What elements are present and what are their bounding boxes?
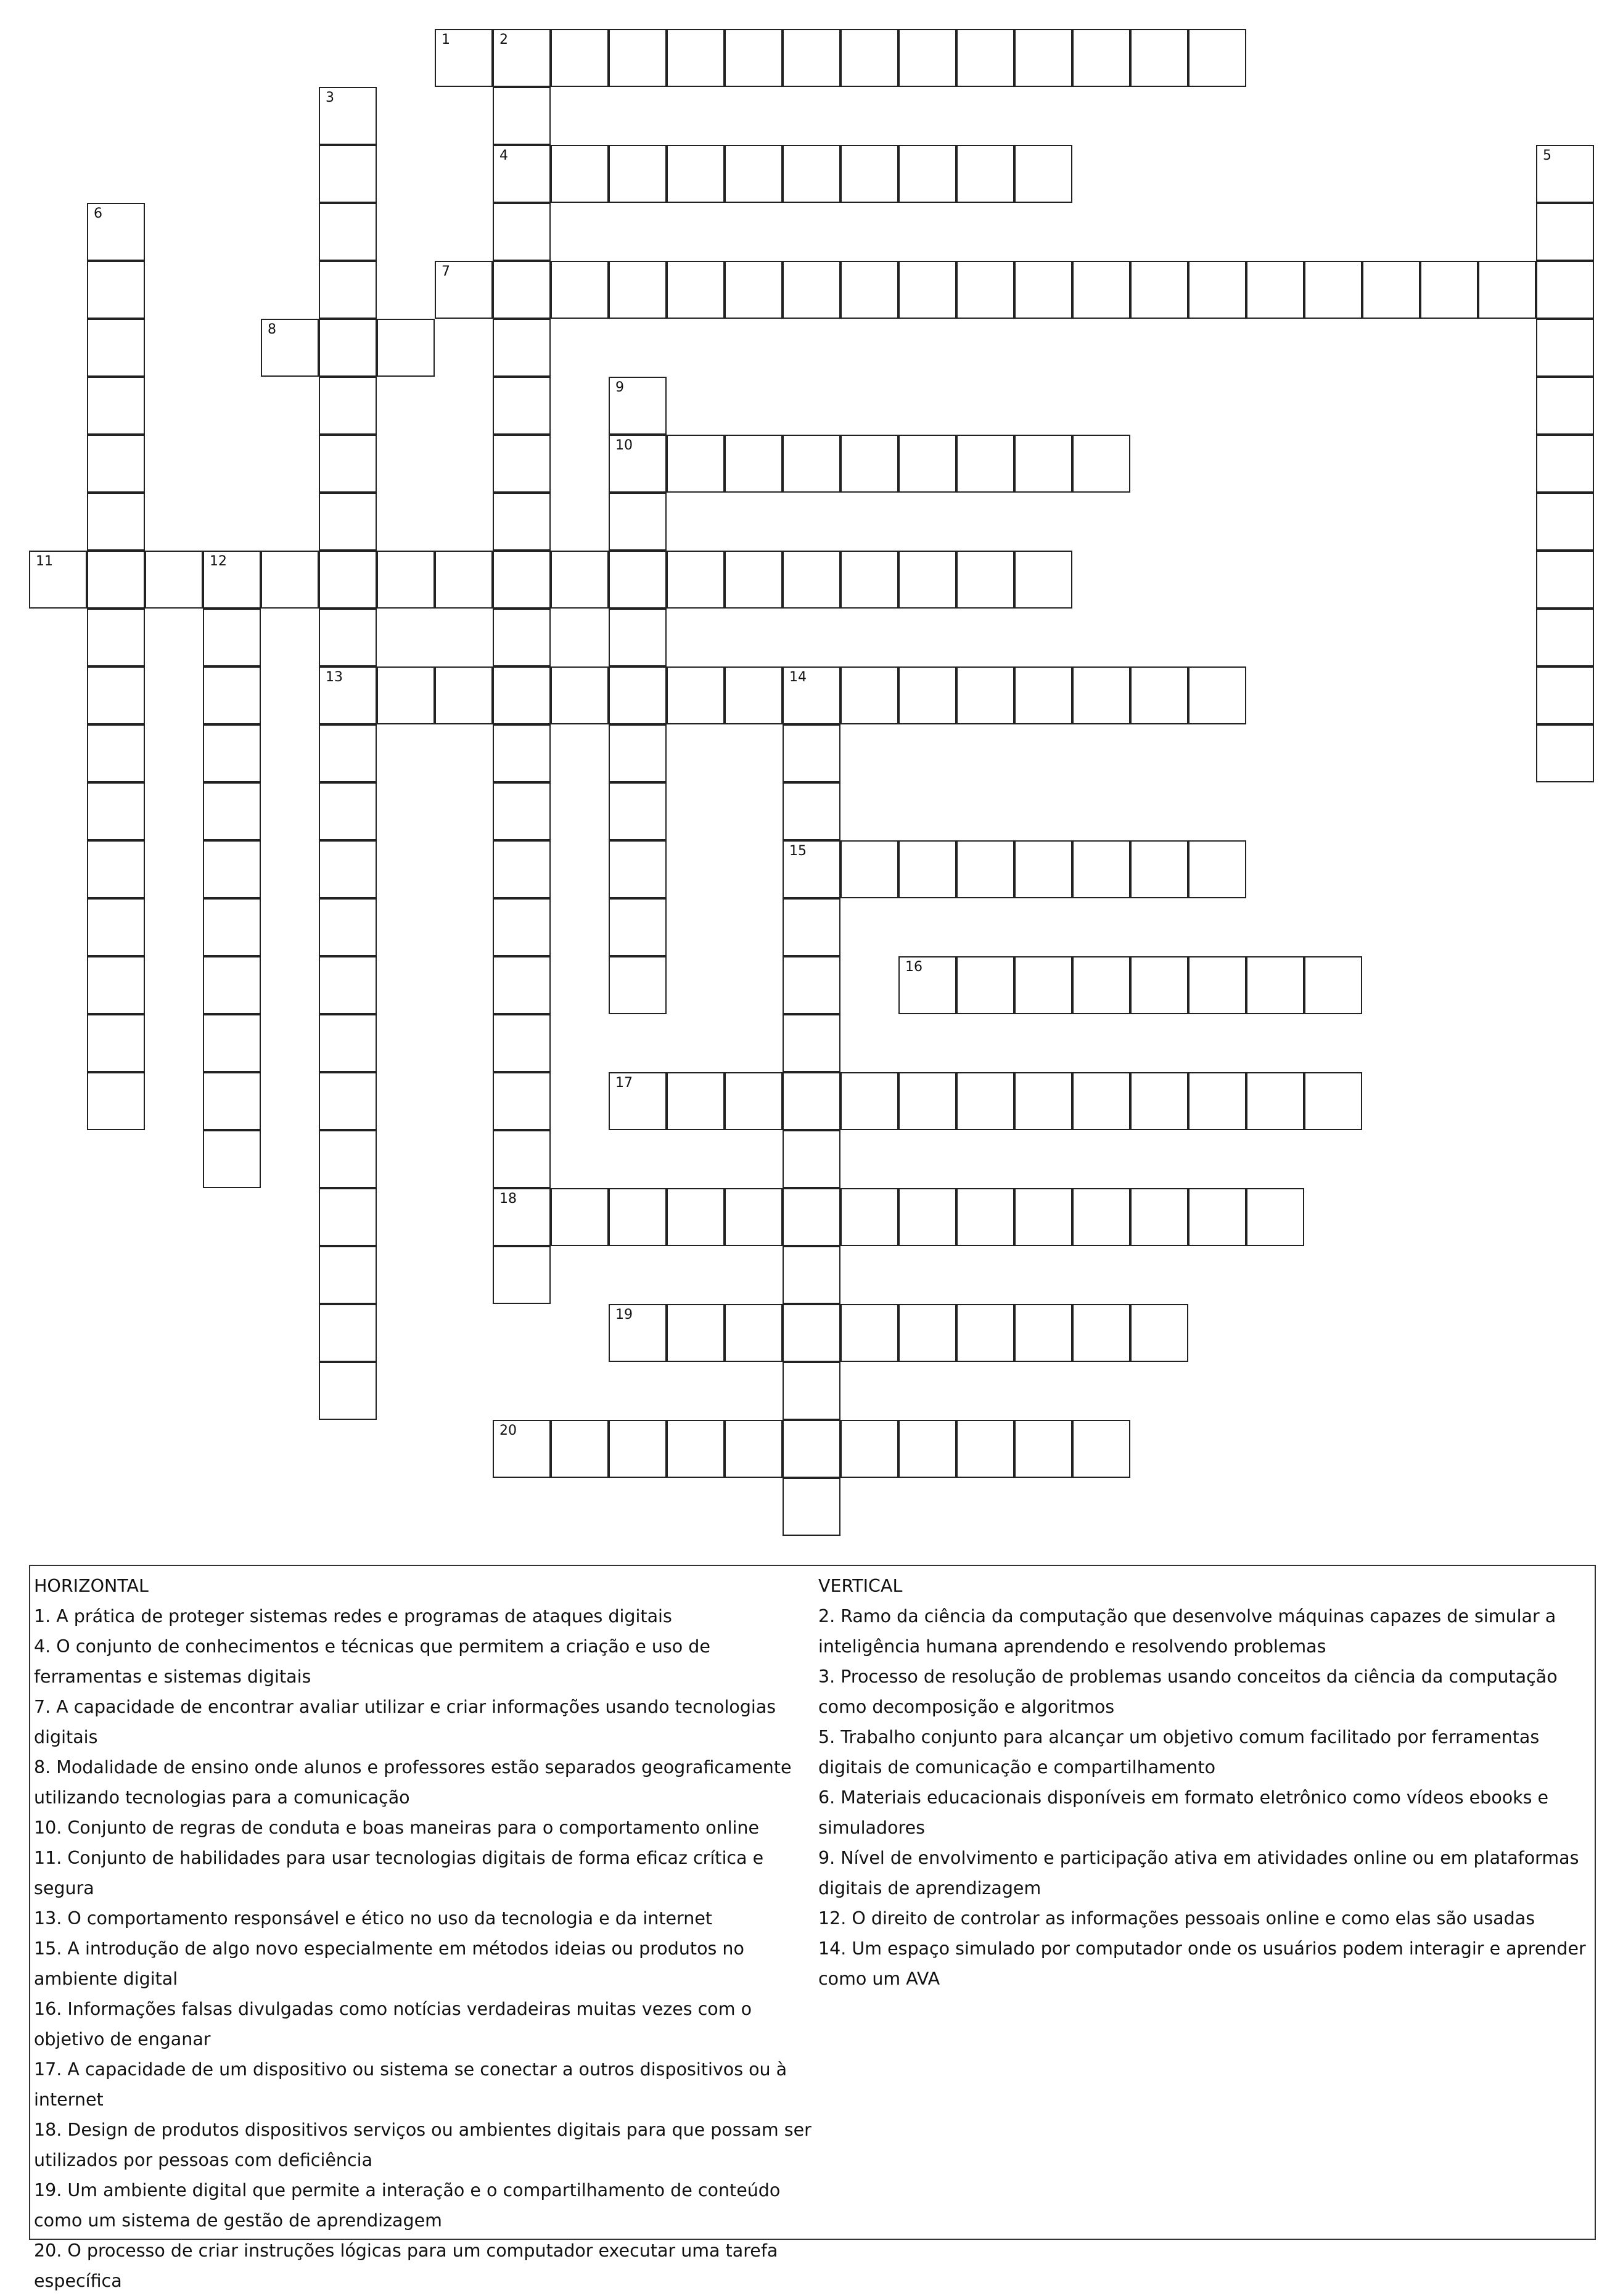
grid-cell[interactable]	[1130, 1304, 1188, 1362]
grid-cell[interactable]	[1014, 1304, 1072, 1362]
grid-cell[interactable]	[203, 898, 261, 956]
grid-cell[interactable]	[725, 1420, 783, 1478]
grid-cell[interactable]	[609, 1188, 667, 1246]
grid-cell[interactable]	[783, 29, 840, 87]
clue-number: 17	[615, 1075, 633, 1091]
clue-horizontal-13: 13. O comportamento responsável e ético no uso da tecnologia e da internet	[34, 1908, 713, 1929]
grid-cell[interactable]	[203, 724, 261, 782]
grid-cell[interactable]	[377, 551, 435, 609]
grid-cell[interactable]	[319, 666, 377, 724]
grid-cell[interactable]	[783, 145, 840, 203]
grid-cell[interactable]	[493, 956, 551, 1014]
grid-cell[interactable]	[1246, 1072, 1304, 1130]
grid-cell[interactable]	[1014, 1420, 1072, 1478]
grid-cell[interactable]	[1188, 1188, 1246, 1246]
clue-number: 19	[615, 1307, 633, 1322]
grid-cell[interactable]	[840, 261, 898, 319]
grid-cell[interactable]	[493, 377, 551, 435]
grid-cell[interactable]	[956, 1304, 1014, 1362]
grid-cell[interactable]	[667, 145, 725, 203]
grid-cell[interactable]	[1072, 1072, 1130, 1130]
grid-cell[interactable]	[898, 551, 956, 609]
grid-cell[interactable]	[956, 666, 1014, 724]
clue-horizontal-7: 7. A capacidade de encontrar avaliar utilizar e criar informações usando tecnologias digitais	[34, 1697, 776, 1747]
grid-cell[interactable]	[493, 145, 551, 203]
grid-cell[interactable]	[1130, 1072, 1188, 1130]
clue-box	[29, 1565, 1596, 2291]
grid-cell[interactable]	[1536, 551, 1594, 609]
grid-cell[interactable]	[319, 1072, 377, 1130]
grid-cell[interactable]	[87, 1072, 145, 1130]
grid-cell[interactable]	[898, 1072, 956, 1130]
grid-cell[interactable]	[609, 29, 667, 87]
grid-cell[interactable]	[609, 261, 667, 319]
grid-cell[interactable]	[203, 956, 261, 1014]
grid-cell[interactable]	[725, 29, 783, 87]
grid-cell[interactable]	[1130, 29, 1188, 87]
grid-cell[interactable]	[261, 551, 319, 609]
grid-cell[interactable]	[1304, 1072, 1362, 1130]
grid-cell[interactable]	[725, 1072, 783, 1130]
grid-cell[interactable]	[87, 724, 145, 782]
grid-cell[interactable]	[87, 261, 145, 319]
grid-cell[interactable]	[1188, 666, 1246, 724]
grid-cell[interactable]	[783, 1246, 840, 1304]
grid-cell[interactable]	[319, 782, 377, 840]
grid-cell[interactable]	[87, 377, 145, 435]
grid-cell[interactable]	[435, 29, 493, 87]
grid-cell[interactable]	[898, 840, 956, 898]
grid-cell[interactable]	[319, 493, 377, 551]
grid-cell[interactable]	[1014, 1072, 1072, 1130]
clue-number: 12	[210, 554, 227, 569]
clue-number: 20	[499, 1423, 517, 1438]
grid-cell[interactable]	[319, 319, 377, 377]
grid-cell[interactable]	[898, 1304, 956, 1362]
grid-cell[interactable]	[493, 840, 551, 898]
grid-cell[interactable]	[609, 551, 667, 609]
grid-cell[interactable]	[319, 261, 377, 319]
grid-cell[interactable]	[87, 435, 145, 493]
grid-cell[interactable]	[667, 1188, 725, 1246]
grid-cell[interactable]	[956, 840, 1014, 898]
grid-cell[interactable]	[609, 493, 667, 551]
grid-cell[interactable]	[493, 1014, 551, 1072]
grid-cell[interactable]	[435, 666, 493, 724]
grid-cell[interactable]	[87, 493, 145, 551]
grid-cell[interactable]	[956, 1188, 1014, 1246]
grid-cell[interactable]	[783, 782, 840, 840]
grid-cell[interactable]	[898, 1188, 956, 1246]
grid-cell[interactable]	[551, 666, 609, 724]
grid-cell[interactable]	[1478, 261, 1536, 319]
clue-number: 15	[789, 843, 807, 859]
grid-cell[interactable]	[840, 840, 898, 898]
grid-cell[interactable]	[1130, 840, 1188, 898]
grid-cell[interactable]	[493, 493, 551, 551]
grid-cell[interactable]	[956, 261, 1014, 319]
grid-cell[interactable]	[609, 782, 667, 840]
grid-cell[interactable]	[493, 724, 551, 782]
horizontal-heading: HORIZONTAL	[34, 1576, 149, 1596]
grid-cell[interactable]	[956, 1420, 1014, 1478]
clue-horizontal-15: 15. A introdução de algo novo especialmente em métodos ideias ou produtos no ambiente digital	[34, 1938, 744, 1989]
clue-horizontal-20: 20. O processo de criar instruções lógicas para um computador executar uma tarefa específica	[34, 2241, 778, 2291]
grid-cell[interactable]	[1014, 145, 1072, 203]
grid-cell[interactable]	[319, 87, 377, 145]
clue-number: 10	[615, 438, 633, 453]
grid-cell[interactable]	[203, 840, 261, 898]
grid-cell[interactable]	[319, 145, 377, 203]
grid-cell[interactable]	[1014, 261, 1072, 319]
grid-cell[interactable]	[725, 1304, 783, 1362]
grid-cell[interactable]	[1246, 956, 1304, 1014]
grid-cell[interactable]	[783, 840, 840, 898]
clue-vertical-5: 5. Trabalho conjunto para alcançar um objetivo comum facilitado por ferramentas digitais de comunicação e compartilhamento	[818, 1727, 1540, 1777]
clue-number: 14	[789, 670, 807, 685]
grid-cell[interactable]	[493, 261, 551, 319]
grid-cell[interactable]	[551, 29, 609, 87]
clue-number: 9	[615, 380, 624, 395]
clue-horizontal-11: 11. Conjunto de habilidades para usar tecnologias digitais de forma eficaz crítica e segura	[34, 1848, 764, 1898]
grid-cell[interactable]	[319, 1188, 377, 1246]
grid-cell[interactable]	[1304, 261, 1362, 319]
clue-number: 13	[326, 670, 343, 685]
grid-cell[interactable]	[1536, 493, 1594, 551]
grid-cell[interactable]	[898, 145, 956, 203]
grid-cell[interactable]	[840, 1304, 898, 1362]
clue-horizontal-17: 17. A capacidade de um dispositivo ou sistema se conectar a outros dispositivos ou à internet	[34, 2059, 787, 2110]
grid-cell[interactable]	[1130, 1188, 1188, 1246]
grid-cell[interactable]	[145, 551, 203, 609]
grid-cell[interactable]	[319, 551, 377, 609]
grid-cell[interactable]	[1536, 377, 1594, 435]
grid-cell[interactable]	[319, 1246, 377, 1304]
grid-cell[interactable]	[1072, 666, 1130, 724]
grid-cell[interactable]	[1362, 261, 1420, 319]
grid-cell[interactable]	[725, 551, 783, 609]
grid-cell[interactable]	[609, 435, 667, 493]
grid-cell[interactable]	[87, 898, 145, 956]
grid-cell[interactable]	[377, 319, 435, 377]
grid-cell[interactable]	[1072, 29, 1130, 87]
grid-cell[interactable]	[319, 724, 377, 782]
grid-cell[interactable]	[840, 145, 898, 203]
grid-cell[interactable]	[551, 261, 609, 319]
grid-cell[interactable]	[319, 1304, 377, 1362]
grid-cell[interactable]	[1072, 1304, 1130, 1362]
grid-cell[interactable]	[1014, 29, 1072, 87]
grid-cell[interactable]	[1188, 261, 1246, 319]
grid-cell[interactable]	[840, 551, 898, 609]
grid-cell[interactable]	[29, 551, 87, 609]
grid-cell[interactable]	[956, 29, 1014, 87]
grid-cell[interactable]	[898, 261, 956, 319]
clue-number: 7	[442, 264, 450, 279]
grid-cell[interactable]	[783, 1362, 840, 1420]
grid-cell[interactable]	[840, 1072, 898, 1130]
grid-cell[interactable]	[667, 1072, 725, 1130]
clue-number: 1	[442, 32, 450, 47]
grid-cell[interactable]	[493, 319, 551, 377]
clue-vertical-14: 14. Um espaço simulado por computador onde os usuários podem interagir e aprender como um AVA	[818, 1938, 1586, 1989]
clue-number: 6	[94, 206, 102, 221]
grid-cell[interactable]	[1536, 145, 1594, 203]
clue-number: 3	[326, 90, 334, 105]
grid-cell[interactable]	[956, 435, 1014, 493]
clue-number: 8	[268, 322, 276, 337]
grid-cell[interactable]	[435, 551, 493, 609]
grid-cell[interactable]	[609, 666, 667, 724]
grid-cell[interactable]	[898, 956, 956, 1014]
clue-horizontal-10: 10. Conjunto de regras de conduta e boas maneiras para o comportamento online	[34, 1818, 760, 1838]
grid-cell[interactable]	[493, 1188, 551, 1246]
grid-cell[interactable]	[493, 1420, 551, 1478]
grid-cell[interactable]	[435, 261, 493, 319]
grid-cell[interactable]	[493, 203, 551, 261]
grid-cell[interactable]	[1014, 1188, 1072, 1246]
grid-cell[interactable]	[840, 29, 898, 87]
grid-cell[interactable]	[783, 1188, 840, 1246]
grid-cell[interactable]	[551, 1188, 609, 1246]
grid-cell[interactable]	[551, 1420, 609, 1478]
grid-cell[interactable]	[319, 1362, 377, 1420]
grid-cell[interactable]	[1072, 1420, 1130, 1478]
grid-cell[interactable]	[551, 145, 609, 203]
grid-cell[interactable]	[319, 609, 377, 666]
grid-cell[interactable]	[1130, 261, 1188, 319]
vertical-clues	[818, 1571, 1592, 1994]
grid-cell[interactable]	[261, 319, 319, 377]
clue-horizontal-8: 8. Modalidade de ensino onde alunos e professores estão separados geograficamente utilizando tecnologias para a comunicação	[34, 1757, 792, 1808]
grid-cell[interactable]	[1072, 1188, 1130, 1246]
grid-cell[interactable]	[840, 1420, 898, 1478]
grid-cell[interactable]	[1130, 956, 1188, 1014]
grid-cell[interactable]	[1072, 840, 1130, 898]
grid-cell[interactable]	[319, 898, 377, 956]
grid-cell[interactable]	[783, 1304, 840, 1362]
grid-cell[interactable]	[87, 551, 145, 609]
grid-cell[interactable]	[551, 551, 609, 609]
grid-cell[interactable]	[1014, 435, 1072, 493]
grid-cell[interactable]	[609, 609, 667, 666]
grid-cell[interactable]	[609, 1304, 667, 1362]
grid-cell[interactable]	[1536, 435, 1594, 493]
grid-cell[interactable]	[1536, 609, 1594, 666]
grid-cell[interactable]	[493, 898, 551, 956]
grid-cell[interactable]	[1072, 956, 1130, 1014]
clue-vertical-12: 12. O direito de controlar as informações pessoais online e como elas são usadas	[818, 1908, 1535, 1929]
grid-cell[interactable]	[319, 840, 377, 898]
grid-cell[interactable]	[1304, 956, 1362, 1014]
grid-cell[interactable]	[783, 1014, 840, 1072]
grid-cell[interactable]	[1188, 1072, 1246, 1130]
grid-cell[interactable]	[956, 1072, 1014, 1130]
grid-cell[interactable]	[1536, 203, 1594, 261]
clue-number: 16	[905, 959, 922, 975]
grid-cell[interactable]	[1188, 956, 1246, 1014]
grid-cell[interactable]	[87, 782, 145, 840]
grid-cell[interactable]	[203, 1072, 261, 1130]
grid-cell[interactable]	[1014, 666, 1072, 724]
clue-vertical-6: 6. Materiais educacionais disponíveis em formato eletrônico como vídeos ebooks e simuladores	[818, 1787, 1549, 1838]
grid-cell[interactable]	[667, 29, 725, 87]
clue-horizontal-19: 19. Um ambiente digital que permite a interação e o compartilhamento de conteúdo como um sistema de gestão de aprendizagem	[34, 2180, 781, 2231]
grid-cell[interactable]	[493, 1246, 551, 1304]
grid-cell[interactable]	[609, 1072, 667, 1130]
horizontal-clues	[34, 1571, 814, 2296]
grid-cell[interactable]	[609, 956, 667, 1014]
grid-cell[interactable]	[1536, 319, 1594, 377]
grid-cell[interactable]	[203, 1014, 261, 1072]
grid-cell[interactable]	[87, 203, 145, 261]
clue-vertical-9: 9. Nível de envolvimento e participação ativa em atividades online ou em plataformas digitais de aprendizagem	[818, 1848, 1579, 1898]
grid-cell[interactable]	[667, 551, 725, 609]
grid-cell[interactable]	[493, 609, 551, 666]
grid-cell[interactable]	[609, 840, 667, 898]
grid-cell[interactable]	[667, 1420, 725, 1478]
grid-cell[interactable]	[87, 1014, 145, 1072]
grid-cell[interactable]	[87, 840, 145, 898]
grid-cell[interactable]	[667, 666, 725, 724]
grid-cell[interactable]	[1014, 551, 1072, 609]
grid-cell[interactable]	[1014, 840, 1072, 898]
clue-horizontal-18: 18. Design de produtos dispositivos serviços ou ambientes digitais para que possam ser utilizados por pessoas com deficiência	[34, 2120, 812, 2170]
grid-cell[interactable]	[783, 1072, 840, 1130]
grid-cell[interactable]	[319, 203, 377, 261]
grid-cell[interactable]	[203, 666, 261, 724]
grid-cell[interactable]	[783, 551, 840, 609]
grid-cell[interactable]	[87, 666, 145, 724]
grid-cell[interactable]	[319, 435, 377, 493]
grid-cell[interactable]	[667, 1304, 725, 1362]
clue-vertical-3: 3. Processo de resolução de problemas usando conceitos da ciência da computação como decomposição e algoritmos	[818, 1667, 1558, 1717]
grid-cell[interactable]	[725, 666, 783, 724]
grid-cell[interactable]	[725, 261, 783, 319]
grid-cell[interactable]	[1536, 724, 1594, 782]
grid-cell[interactable]	[1246, 261, 1304, 319]
grid-cell[interactable]	[319, 956, 377, 1014]
grid-cell[interactable]	[319, 377, 377, 435]
grid-cell[interactable]	[609, 377, 667, 435]
grid-cell[interactable]	[319, 1130, 377, 1188]
grid-cell[interactable]	[783, 724, 840, 782]
grid-cell[interactable]	[319, 1014, 377, 1072]
grid-cell[interactable]	[898, 1420, 956, 1478]
grid-cell[interactable]	[667, 435, 725, 493]
grid-cell[interactable]	[609, 1420, 667, 1478]
grid-cell[interactable]	[840, 666, 898, 724]
grid-cell[interactable]	[783, 1130, 840, 1188]
clue-vertical-2: 2. Ramo da ciência da computação que desenvolve máquinas capazes de simular a inteligência humana aprendendo e resolvendo problemas	[818, 1606, 1556, 1657]
clue-number: 5	[1543, 148, 1551, 163]
clue-number: 4	[499, 148, 508, 163]
grid-cell[interactable]	[725, 1188, 783, 1246]
grid-cell[interactable]	[783, 666, 840, 724]
grid-cell[interactable]	[783, 898, 840, 956]
clue-number: 2	[499, 32, 508, 47]
grid-cell[interactable]	[493, 435, 551, 493]
grid-cell[interactable]	[783, 1420, 840, 1478]
grid-cell[interactable]	[609, 724, 667, 782]
grid-cell[interactable]	[956, 145, 1014, 203]
grid-cell[interactable]	[377, 666, 435, 724]
grid-cell[interactable]	[203, 1130, 261, 1188]
grid-cell[interactable]	[840, 435, 898, 493]
grid-cell[interactable]	[203, 551, 261, 609]
grid-cell[interactable]	[667, 261, 725, 319]
clue-horizontal-4: 4. O conjunto de conhecimentos e técnicas que permitem a criação e uso de ferramentas e sistemas digitais	[34, 1636, 710, 1687]
grid-cell[interactable]	[203, 782, 261, 840]
clue-number: 11	[36, 554, 53, 569]
vertical-heading: VERTICAL	[818, 1576, 903, 1596]
grid-cell[interactable]	[87, 319, 145, 377]
grid-cell[interactable]	[1188, 29, 1246, 87]
grid-cell[interactable]	[898, 666, 956, 724]
grid-cell[interactable]	[493, 29, 551, 87]
grid-cell[interactable]	[956, 956, 1014, 1014]
grid-cell[interactable]	[493, 551, 551, 609]
grid-cell[interactable]	[1188, 840, 1246, 898]
grid-cell[interactable]	[493, 782, 551, 840]
grid-cell[interactable]	[1536, 261, 1594, 319]
grid-cell[interactable]	[493, 666, 551, 724]
grid-cell[interactable]	[493, 87, 551, 145]
grid-cell[interactable]	[1420, 261, 1478, 319]
grid-cell[interactable]	[725, 145, 783, 203]
clue-horizontal-1: 1. A prática de proteger sistemas redes e programas de ataques digitais	[34, 1606, 672, 1626]
grid-cell[interactable]	[1130, 666, 1188, 724]
grid-cell[interactable]	[898, 29, 956, 87]
grid-cell[interactable]	[725, 435, 783, 493]
grid-cell[interactable]	[493, 1130, 551, 1188]
clue-horizontal-16: 16. Informações falsas divulgadas como notícias verdadeiras muitas vezes com o objetivo de enganar	[34, 1999, 752, 2049]
grid-cell[interactable]	[87, 956, 145, 1014]
grid-cell[interactable]	[1072, 435, 1130, 493]
grid-cell[interactable]	[493, 1072, 551, 1130]
grid-cell[interactable]	[840, 1188, 898, 1246]
grid-cell[interactable]	[783, 956, 840, 1014]
grid-cell[interactable]	[609, 898, 667, 956]
clue-number: 18	[499, 1191, 517, 1207]
grid-cell[interactable]	[1072, 261, 1130, 319]
grid-cell[interactable]	[203, 609, 261, 666]
grid-cell[interactable]	[1014, 956, 1072, 1014]
grid-cell[interactable]	[956, 551, 1014, 609]
grid-cell[interactable]	[609, 145, 667, 203]
grid-cell[interactable]	[783, 435, 840, 493]
grid-cell[interactable]	[87, 609, 145, 666]
grid-cell[interactable]	[783, 1478, 840, 1536]
grid-cell[interactable]	[898, 435, 956, 493]
grid-cell[interactable]	[783, 261, 840, 319]
grid-cell[interactable]	[1536, 666, 1594, 724]
grid-cell[interactable]	[1246, 1188, 1304, 1246]
